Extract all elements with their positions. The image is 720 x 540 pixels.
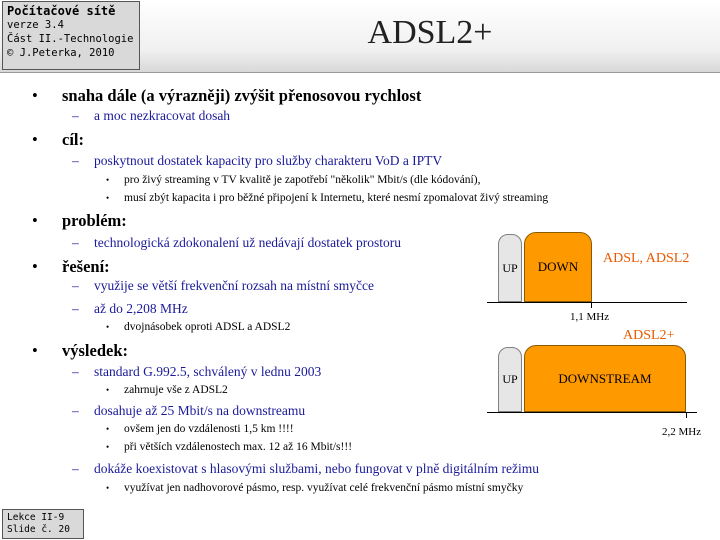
sub-bullet-text: využije se větší frekvenční rozsah na místní smyčce (94, 278, 375, 293)
freq-tick-adsl (591, 302, 592, 308)
sub-sub-bullet-text: při větších vzdálenostech max. 12 až 16 Mbit/s!!! (124, 441, 353, 453)
label-adsl2plus: ADSL2+ (623, 328, 675, 343)
sub-bullet-text: a moc nezkracovat dosah (94, 108, 231, 123)
dash-icon: – (72, 108, 79, 123)
bullet-text: řešení: (62, 257, 110, 276)
bullet-icon: • (32, 130, 38, 149)
bullet-icon: • (32, 86, 38, 105)
dash-icon: – (72, 235, 79, 250)
dash-icon: – (72, 153, 79, 168)
copyright: © J.Peterka, 2010 (7, 47, 115, 59)
sub-sub-bullet-text: využívat jen nadhovorové pásmo, resp. využívat celé frekvenční pásmo místní smyčky (124, 482, 524, 494)
upstream-band-adsl2plus: UP (498, 347, 522, 412)
dash-icon: – (72, 461, 79, 476)
downstream-band-adsl2plus: DOWNSTREAM (524, 345, 686, 412)
dash-icon: – (72, 403, 79, 418)
bullet-icon: • (32, 257, 38, 276)
course-version: verze 3.4 (7, 19, 64, 31)
dot-icon: • (106, 385, 110, 395)
sub-bullet-text: dokáže koexistovat s hlasovými službami, nebo fungovat v plně digitálním režimu (94, 461, 540, 476)
dot-icon: • (106, 322, 110, 332)
bullet-text: výsledek: (62, 341, 128, 360)
frequency-axis-adsl (487, 302, 687, 303)
course-name: Počítačové sítě (7, 4, 116, 18)
course-part: Část II.-Technologie (7, 33, 134, 45)
sub-sub-bullet-text: zahrnuje vše z ADSL2 (124, 384, 228, 396)
sub-bullet-text: dosahuje až 25 Mbit/s na downstreamu (94, 403, 306, 418)
dot-icon: • (106, 175, 110, 185)
slide-title: ADSL2+ (367, 14, 493, 51)
bullet-text: snaha dále (a výrazněji) zvýšit přenosovou rychlost (62, 86, 422, 105)
bullet-text: cíl: (62, 130, 84, 149)
sub-sub-bullet-text: pro živý streaming v TV kvalitě je zapotřebí "několik" Mbit/s (dle kódování), (124, 174, 481, 186)
upstream-band-adsl: UP (498, 234, 522, 302)
slide-number: Slide č. 20 (7, 524, 70, 535)
course-info-box (2, 1, 140, 70)
sub-sub-bullet-text: ovšem jen do vzdálenosti 1,5 km !!!! (124, 423, 294, 435)
sub-sub-bullet-text: musí zbýt kapacita i pro běžné připojení k Internetu, které nesmí zpomalovat živý streaming (124, 192, 549, 204)
sub-bullet-text: až do 2,208 MHz (94, 301, 188, 316)
bullet-icon: • (32, 211, 38, 230)
slide-footer (2, 509, 84, 539)
dash-icon: – (72, 278, 79, 293)
frequency-axis-adsl2plus (487, 412, 697, 413)
dot-icon: • (106, 424, 110, 434)
freq-tick-adsl2plus (686, 412, 687, 418)
freq-label-adsl: 1,1 MHz (570, 311, 610, 323)
sub-bullet-text: poskytnout dostatek kapacity pro služby charakteru VoD a IPTV (94, 153, 443, 168)
bullet-text: problém: (62, 211, 127, 230)
dot-icon: • (106, 483, 110, 493)
freq-label-adsl2plus: 2,2 MHz (662, 426, 702, 438)
label-adsl: ADSL, ADSL2 (603, 251, 690, 266)
dash-icon: – (72, 364, 79, 379)
dot-icon: • (106, 193, 110, 203)
dash-icon: – (72, 301, 79, 316)
downstream-band-adsl: DOWN (524, 232, 592, 302)
sub-bullet-text: technologická zdokonalení už nedávají dostatek prostoru (94, 235, 402, 250)
lesson-number: Lekce II-9 (7, 512, 65, 523)
sub-sub-bullet-text: dvojnásobek oproti ADSL a ADSL2 (124, 321, 291, 333)
sub-bullet-text: standard G.992.5, schválený v lednu 2003 (94, 364, 322, 379)
bullet-icon: • (32, 341, 38, 360)
dot-icon: • (106, 442, 110, 452)
